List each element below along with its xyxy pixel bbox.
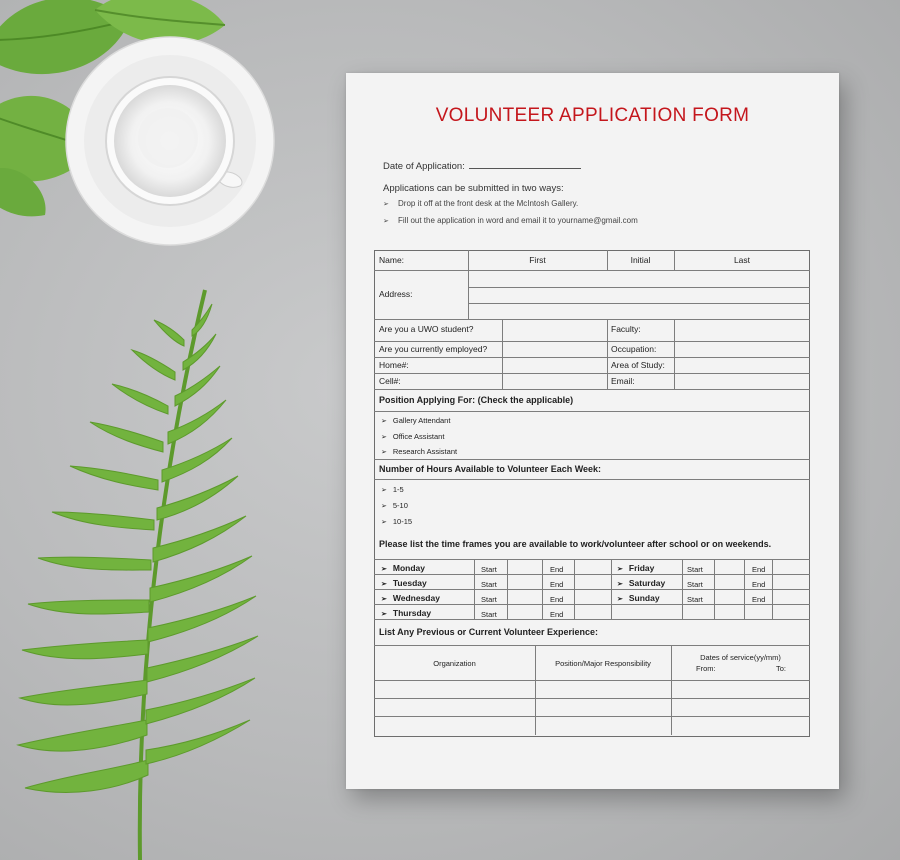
grid-line: [714, 559, 715, 619]
end-label: End: [752, 565, 766, 574]
address-label: Address:: [379, 289, 413, 299]
day-friday[interactable]: ➢ Friday: [617, 563, 655, 573]
hours-option[interactable]: ➢ 10-15: [381, 517, 413, 526]
coffee-cup-icon: [66, 37, 274, 245]
grid-line: [474, 559, 475, 619]
position-option[interactable]: ➢ Gallery Attendant: [381, 416, 451, 425]
employed-label: Are you currently employed?: [379, 344, 488, 354]
from-label: From:: [696, 664, 716, 673]
name-label: Name:: [379, 255, 405, 265]
end-label: End: [550, 595, 564, 604]
uwo-student-label: Are you a UWO student?: [379, 324, 474, 334]
end-label: End: [752, 595, 766, 604]
fern-icon: [18, 290, 258, 860]
start-label: Start: [687, 595, 703, 604]
start-label: Start: [481, 565, 497, 574]
date-of-application: [383, 159, 581, 172]
hours-option[interactable]: ➢ 1-5: [381, 485, 404, 494]
arrow-bullet-icon: ➢: [381, 449, 387, 456]
initial-header: Initial: [630, 255, 651, 265]
hours-option[interactable]: ➢ 5-10: [381, 501, 408, 510]
grid-line: [507, 559, 508, 619]
grid-line: [574, 559, 575, 619]
date-label: Date of Application:: [383, 161, 465, 172]
arrow-bullet-icon: ➢: [381, 503, 387, 510]
grid-line: [607, 319, 608, 389]
grid-line: [374, 373, 810, 374]
arrow-bullet-icon: ➢: [617, 566, 623, 573]
arrow-bullet-icon: ➢: [383, 218, 389, 225]
arrow-bullet-icon: ➢: [381, 519, 387, 526]
area-of-study-label: Area of Study:: [611, 360, 665, 370]
day-thursday[interactable]: ➢ Thursday: [381, 608, 432, 618]
position-option[interactable]: ➢ Research Assistant: [381, 447, 458, 456]
to-label: To:: [776, 664, 787, 673]
grid-line: [374, 357, 810, 358]
email-label: Email:: [611, 376, 635, 386]
day-saturday[interactable]: ➢ Saturday: [617, 578, 666, 588]
home-phone-label: Home#:: [379, 360, 409, 370]
end-label: End: [550, 580, 564, 589]
start-label: Start: [481, 610, 497, 619]
experience-heading: List Any Previous or Current Volunteer Experience:: [379, 627, 599, 637]
grid-line: [374, 319, 810, 320]
arrow-bullet-icon: ➢: [381, 611, 387, 618]
faculty-label: Faculty:: [611, 324, 641, 334]
grid-line: [374, 698, 810, 699]
grid-line: [772, 559, 773, 619]
day-sunday[interactable]: ➢ Sunday: [617, 593, 660, 603]
hours-heading: Number of Hours Available to Volunteer Each Week:: [379, 464, 602, 474]
end-label: End: [550, 565, 564, 574]
arrow-bullet-icon: ➢: [381, 566, 387, 573]
grid-line: [374, 680, 810, 681]
start-label: Start: [687, 580, 703, 589]
occupation-label: Occupation:: [611, 344, 657, 354]
grid-line: [611, 559, 612, 619]
date-line[interactable]: [469, 159, 581, 169]
grid-line: [374, 619, 810, 620]
way-item: ➢ Drop it off at the front desk at the McIntosh Gallery.: [383, 199, 579, 208]
arrow-bullet-icon: ➢: [617, 581, 623, 588]
grid-line: [542, 559, 543, 619]
form-title: VOLUNTEER APPLICATION FORM: [435, 105, 750, 126]
timeframe-heading: Please list the time frames you are available to work/volunteer after school or on weekends.: [379, 539, 772, 549]
grid-line: [374, 411, 810, 412]
day-wednesday[interactable]: ➢ Wednesday: [381, 593, 440, 603]
day-monday[interactable]: ➢ Monday: [381, 563, 425, 573]
arrow-bullet-icon: ➢: [381, 487, 387, 494]
grid-line: [374, 645, 810, 646]
grid-line: [502, 319, 503, 389]
ways-intro: Applications can be submitted in two ways:: [383, 183, 564, 194]
grid-line: [468, 303, 810, 304]
end-label: End: [550, 610, 564, 619]
arrow-bullet-icon: ➢: [381, 581, 387, 588]
grid-line: [374, 341, 810, 342]
first-name-header: First: [529, 255, 546, 265]
arrow-bullet-icon: ➢: [617, 596, 623, 603]
arrow-bullet-icon: ➢: [383, 201, 389, 208]
position-option[interactable]: ➢ Office Assistant: [381, 432, 445, 441]
position-header: Position/Major Responsibility: [555, 659, 651, 668]
arrow-bullet-icon: ➢: [381, 596, 387, 603]
organization-header: Organization: [433, 659, 476, 668]
grid-line: [374, 270, 810, 271]
last-name-header: Last: [733, 255, 751, 265]
grid-line: [374, 389, 810, 390]
grid-line: [674, 319, 675, 389]
dates-header: Dates of service(yy/mm): [700, 653, 781, 662]
grid-line: [374, 716, 810, 717]
position-heading: Position Applying For: (Check the applicable): [379, 395, 574, 405]
arrow-bullet-icon: ➢: [381, 418, 387, 425]
start-label: Start: [481, 580, 497, 589]
grid-line: [468, 287, 810, 288]
grid-line: [744, 559, 745, 619]
grid-line: [374, 459, 810, 460]
end-label: End: [752, 580, 766, 589]
ways-list: [383, 199, 638, 233]
start-label: Start: [481, 595, 497, 604]
arrow-bullet-icon: ➢: [381, 434, 387, 441]
grid-line: [682, 559, 683, 619]
grid-line: [374, 479, 810, 480]
start-label: Start: [687, 565, 703, 574]
application-form-paper: [346, 73, 839, 789]
cell-phone-label: Cell#:: [379, 376, 401, 386]
form-table: [374, 250, 810, 737]
way-item: ➢ Fill out the application in word and email it to yourname@gmail.com: [383, 216, 638, 225]
day-tuesday[interactable]: ➢ Tuesday: [381, 578, 427, 588]
